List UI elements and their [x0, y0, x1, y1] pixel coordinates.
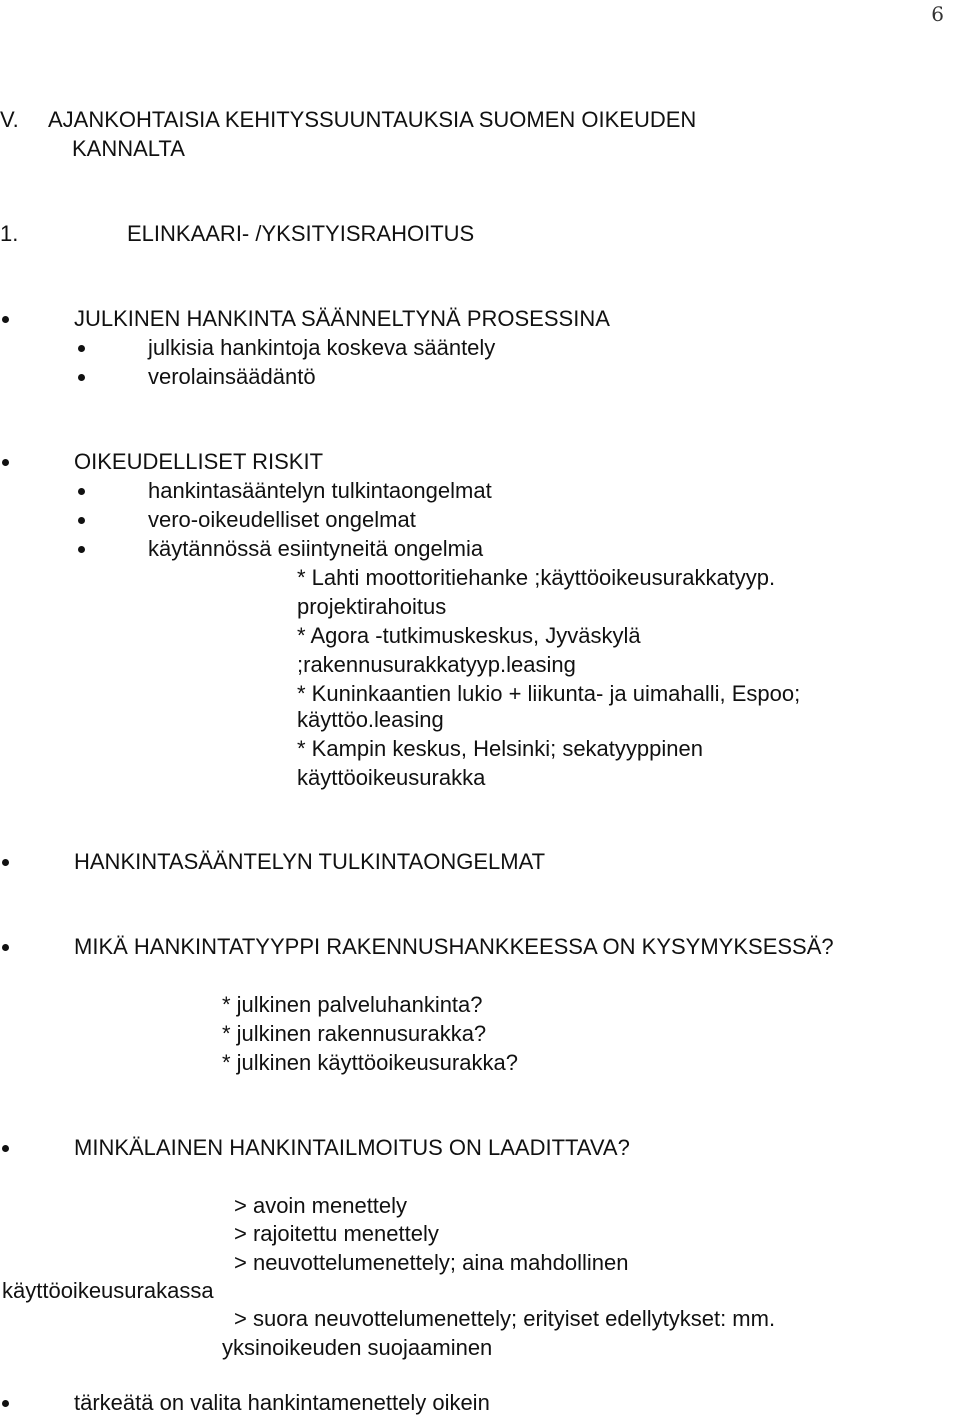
bullet-icon	[2, 1145, 9, 1152]
block3-heading: HANKINTASÄÄNTELYN TULKINTAONGELMAT	[74, 849, 546, 874]
procedure-line: > rajoitettu menettely	[234, 1221, 439, 1246]
procedure-line: > neuvottelumenettely; aina mahdollinen	[234, 1250, 629, 1275]
subsection-number: 1.	[0, 221, 19, 246]
block2-heading: OIKEUDELLISET RISKIT	[74, 449, 324, 474]
list-item: käytännössä esiintyneitä ongelmia	[148, 536, 484, 561]
subsection-title: ELINKAARI- /YKSITYISRAHOITUS	[127, 221, 475, 246]
bullet-icon	[78, 546, 85, 553]
example-line: ;rakennusurakkatyyp.leasing	[297, 652, 576, 677]
list-item: * julkinen palveluhankinta?	[222, 992, 483, 1017]
bullet-icon	[2, 459, 9, 466]
block6-heading: tärkeätä on valita hankintamenettely oikein	[74, 1390, 490, 1415]
example-line: * Kuninkaantien lukio + liikunta- ja uimahalli, Espoo;	[297, 681, 801, 706]
section-title-line2: KANNALTA	[72, 136, 185, 161]
bullet-icon	[78, 488, 85, 495]
block1-heading: JULKINEN HANKINTA SÄÄNNELTYNÄ PROSESSINA	[74, 306, 610, 331]
example-line: * Agora -tutkimuskeskus, Jyväskylä	[297, 623, 641, 648]
example-line: projektirahoitus	[297, 594, 447, 619]
example-line: * Kampin keskus, Helsinki; sekatyyppinen	[297, 736, 703, 761]
list-item: * julkinen käyttöoikeusurakka?	[222, 1050, 518, 1075]
bullet-icon	[2, 859, 9, 866]
list-item: vero-oikeudelliset ongelmat	[148, 507, 416, 532]
example-line: käyttöo.leasing	[297, 707, 444, 732]
bullet-icon	[2, 944, 9, 951]
example-line: käyttöoikeusurakka	[297, 765, 486, 790]
bullet-icon	[78, 345, 85, 352]
example-line: * Lahti moottoritiehanke ;käyttöoikeusurakkatyyp.	[297, 565, 776, 590]
procedure-line: > suora neuvottelumenettely; erityiset edellytykset: mm.	[234, 1306, 776, 1331]
section-number: V.	[0, 107, 19, 132]
list-item: julkisia hankintoja koskeva sääntely	[148, 335, 496, 360]
procedure-line: > avoin menettely	[234, 1193, 408, 1218]
bullet-icon	[78, 517, 85, 524]
page-number: 6	[931, 2, 944, 26]
list-item: * julkinen rakennusurakka?	[222, 1021, 487, 1046]
procedure-line: yksinoikeuden suojaaminen	[222, 1335, 493, 1360]
block4-heading: MIKÄ HANKINTATYYPPI RAKENNUSHANKKEESSA ON KYSYMYKSESSÄ?	[74, 934, 834, 959]
list-item: hankintasääntelyn tulkintaongelmat	[148, 478, 492, 503]
block5-heading: MINKÄLAINEN HANKINTAILMOITUS ON LAADITTAVA?	[74, 1135, 630, 1160]
list-item: verolainsäädäntö	[148, 364, 316, 389]
procedure-line: käyttöoikeusurakassa	[2, 1278, 214, 1303]
bullet-icon	[78, 374, 85, 381]
bullet-icon	[2, 1400, 9, 1407]
section-title-line1: AJANKOHTAISIA KEHITYSSUUNTAUKSIA SUOMEN OIKEUDEN	[48, 107, 697, 132]
bullet-icon	[2, 316, 9, 323]
